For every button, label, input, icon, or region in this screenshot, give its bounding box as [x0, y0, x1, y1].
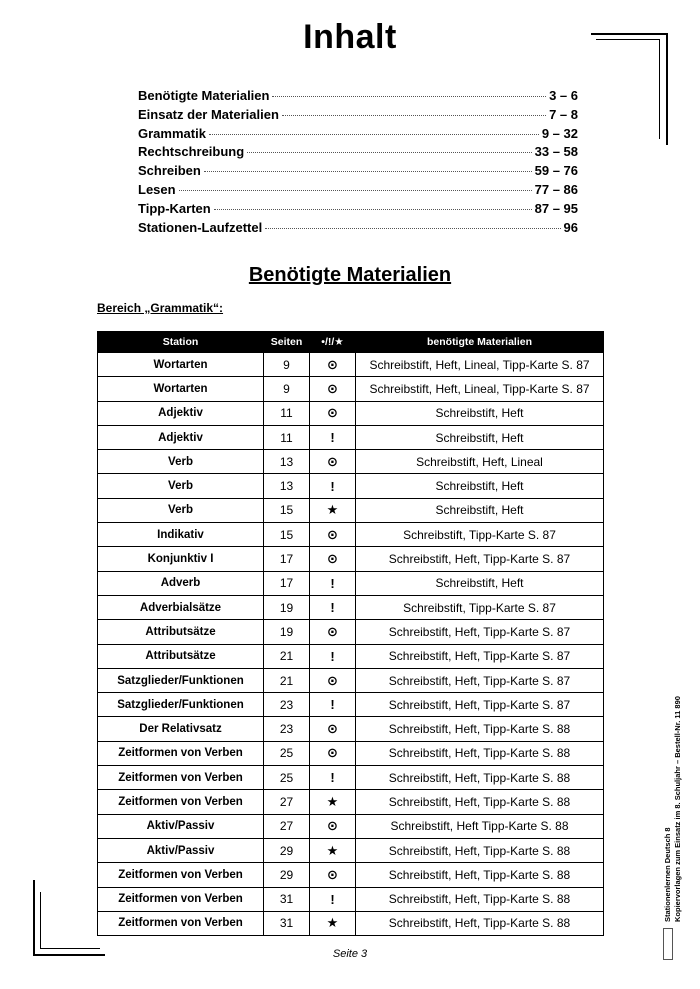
materials-cell: Schreibstift, Heft, Lineal, Tipp-Karte S. 87 — [356, 377, 604, 401]
symbol-cell: ⊙ — [310, 377, 356, 401]
table-body — [98, 353, 604, 936]
pages-cell: 13 — [264, 450, 310, 474]
materials-cell: Schreibstift, Heft Tipp-Karte S. 88 — [356, 814, 604, 838]
page-number: Seite 3 — [332, 948, 368, 960]
symbol-cell: ⊙ — [310, 547, 356, 571]
symbol-cell: ! — [310, 474, 356, 498]
symbol-cell: ★ — [310, 498, 356, 522]
materials-table — [97, 331, 604, 936]
toc-entry — [138, 220, 578, 239]
station-cell: Zeitformen von Verben — [98, 863, 264, 887]
symbol-cell: ! — [310, 571, 356, 595]
station-cell: Adjektiv — [98, 425, 264, 449]
station-cell: Satzglieder/Funktionen — [98, 693, 264, 717]
table-row — [98, 353, 604, 377]
toc-entry-pages: 9 – 32 — [541, 125, 578, 141]
pages-cell: 25 — [264, 741, 310, 765]
symbol-cell: ⊙ — [310, 863, 356, 887]
table-row — [98, 644, 604, 668]
table-row — [98, 887, 604, 911]
toc-entry-pages: 59 – 76 — [534, 163, 578, 179]
table-row — [98, 717, 604, 741]
station-cell: Zeitformen von Verben — [98, 790, 264, 814]
table-row — [98, 401, 604, 425]
column-header-symbol: •/!/★ — [310, 332, 356, 353]
toc-leader-dots — [247, 152, 531, 153]
materials-cell: Schreibstift, Heft, Tipp-Karte S. 88 — [356, 790, 604, 814]
table-row — [98, 766, 604, 790]
symbol-cell: ★ — [310, 790, 356, 814]
toc-leader-dots — [214, 209, 532, 210]
toc-entry-title: Stationen-Laufzettel — [138, 219, 263, 235]
section-title: Benötigte Materialien — [248, 264, 452, 286]
station-cell: Zeitformen von Verben — [98, 887, 264, 911]
table-header-row — [98, 332, 604, 353]
symbol-cell: ⊙ — [310, 668, 356, 692]
pages-cell: 15 — [264, 523, 310, 547]
materials-cell: Schreibstift, Heft, Tipp-Karte S. 87 — [356, 644, 604, 668]
toc-entry-title: Einsatz der Materialien — [138, 106, 279, 122]
toc-entry — [138, 201, 578, 220]
toc-entry-title: Rechtschreibung — [138, 144, 245, 160]
column-header-pages: Seiten — [264, 332, 310, 353]
toc-entry — [138, 163, 578, 182]
pages-cell: 29 — [264, 863, 310, 887]
toc-entry — [138, 126, 578, 145]
toc-entry-title: Tipp-Karten — [138, 200, 211, 216]
station-cell: Zeitformen von Verben — [98, 911, 264, 935]
pages-cell: 31 — [264, 887, 310, 911]
station-cell: Wortarten — [98, 353, 264, 377]
materials-cell: Schreibstift, Heft, Tipp-Karte S. 88 — [356, 741, 604, 765]
table-row — [98, 790, 604, 814]
materials-cell: Schreibstift, Heft, Tipp-Karte S. 88 — [356, 717, 604, 741]
table-row — [98, 498, 604, 522]
symbol-cell: ! — [310, 766, 356, 790]
toc-entry-title: Schreiben — [138, 163, 201, 179]
materials-cell: Schreibstift, Heft, Tipp-Karte S. 87 — [356, 547, 604, 571]
toc-entry-title: Grammatik — [138, 125, 206, 141]
station-cell: Attributsätze — [98, 620, 264, 644]
station-cell: Verb — [98, 498, 264, 522]
station-cell: Der Relativsatz — [98, 717, 264, 741]
materials-cell: Schreibstift, Heft — [356, 498, 604, 522]
station-cell: Adverb — [98, 571, 264, 595]
table-row — [98, 571, 604, 595]
station-cell: Aktiv/Passiv — [98, 814, 264, 838]
station-cell: Wortarten — [98, 377, 264, 401]
table-row — [98, 425, 604, 449]
side-title: Stationenlernen Deutsch 8 — [663, 827, 672, 922]
pages-cell: 25 — [264, 766, 310, 790]
materials-cell: Schreibstift, Heft, Tipp-Karte S. 87 — [356, 668, 604, 692]
toc-entry — [138, 107, 578, 126]
materials-cell: Schreibstift, Heft, Tipp-Karte S. 88 — [356, 838, 604, 862]
symbol-cell: ⊙ — [310, 717, 356, 741]
pages-cell: 27 — [264, 814, 310, 838]
pages-cell: 19 — [264, 595, 310, 619]
toc-entry — [138, 88, 578, 107]
symbol-cell: ⊙ — [310, 523, 356, 547]
toc-entry-pages: 96 — [563, 219, 578, 235]
side-subtitle: Kopiervorlagen zum Einsatz im 8. Schuljahr – Bestell-Nr. 11 890 — [673, 696, 683, 922]
symbol-cell: ⊙ — [310, 450, 356, 474]
table-of-contents — [138, 88, 578, 238]
station-cell: Indikativ — [98, 523, 264, 547]
pages-cell: 13 — [264, 474, 310, 498]
symbol-cell: ⊙ — [310, 814, 356, 838]
toc-leader-dots — [282, 115, 546, 116]
symbol-cell: ⊙ — [310, 741, 356, 765]
area-label: Bereich „Grammatik“: — [97, 301, 224, 315]
table-row — [98, 547, 604, 571]
materials-cell: Schreibstift, Heft — [356, 425, 604, 449]
table-row — [98, 668, 604, 692]
materials-cell: Schreibstift, Heft, Tipp-Karte S. 88 — [356, 766, 604, 790]
station-cell: Satzglieder/Funktionen — [98, 668, 264, 692]
pages-cell: 23 — [264, 717, 310, 741]
symbol-cell: ! — [310, 887, 356, 911]
materials-cell: Schreibstift, Tipp-Karte S. 87 — [356, 595, 604, 619]
materials-cell: Schreibstift, Heft, Lineal, Tipp-Karte S. 87 — [356, 353, 604, 377]
symbol-cell: ⊙ — [310, 620, 356, 644]
pages-cell: 27 — [264, 790, 310, 814]
table-row — [98, 863, 604, 887]
toc-leader-dots — [209, 134, 539, 135]
publisher-logo — [663, 928, 673, 960]
page-title: Inhalt — [303, 18, 397, 56]
table-row — [98, 814, 604, 838]
table-row — [98, 741, 604, 765]
materials-cell: Schreibstift, Heft, Tipp-Karte S. 87 — [356, 620, 604, 644]
column-header-station: Station — [98, 332, 264, 353]
materials-cell: Schreibstift, Heft — [356, 474, 604, 498]
toc-entry-pages: 77 – 86 — [534, 181, 578, 197]
table-row — [98, 838, 604, 862]
toc-leader-dots — [265, 228, 560, 229]
side-publisher-info — [663, 600, 682, 960]
station-cell: Zeitformen von Verben — [98, 766, 264, 790]
toc-entry-pages: 3 – 6 — [549, 88, 578, 103]
table-row — [98, 911, 604, 935]
table-row — [98, 377, 604, 401]
symbol-cell: ⊙ — [310, 401, 356, 425]
toc-entry-pages: 7 – 8 — [549, 106, 578, 122]
toc-entry-title: Lesen — [138, 181, 176, 197]
materials-cell: Schreibstift, Tipp-Karte S. 87 — [356, 523, 604, 547]
column-header-materials: benötigte Materialien — [356, 332, 604, 353]
table-row — [98, 693, 604, 717]
table-row — [98, 620, 604, 644]
toc-leader-dots — [204, 171, 532, 172]
pages-cell: 23 — [264, 693, 310, 717]
table-row — [98, 474, 604, 498]
materials-cell: Schreibstift, Heft, Tipp-Karte S. 88 — [356, 887, 604, 911]
materials-cell: Schreibstift, Heft, Lineal — [356, 450, 604, 474]
pages-cell: 9 — [264, 353, 310, 377]
table-row — [98, 450, 604, 474]
pages-cell: 29 — [264, 838, 310, 862]
materials-cell: Schreibstift, Heft — [356, 571, 604, 595]
pages-cell: 9 — [264, 377, 310, 401]
symbol-cell: ★ — [310, 838, 356, 862]
pages-cell: 21 — [264, 644, 310, 668]
pages-cell: 21 — [264, 668, 310, 692]
toc-entry-pages: 87 – 95 — [534, 200, 578, 216]
table-row — [98, 595, 604, 619]
symbol-cell: ! — [310, 693, 356, 717]
station-cell: Aktiv/Passiv — [98, 838, 264, 862]
station-cell: Konjunktiv I — [98, 547, 264, 571]
symbol-cell: ! — [310, 644, 356, 668]
symbol-cell: ! — [310, 595, 356, 619]
station-cell: Adverbialsätze — [98, 595, 264, 619]
materials-cell: Schreibstift, Heft, Tipp-Karte S. 88 — [356, 863, 604, 887]
toc-entry — [138, 144, 578, 163]
pages-cell: 17 — [264, 571, 310, 595]
station-cell: Verb — [98, 450, 264, 474]
station-cell: Adjektiv — [98, 401, 264, 425]
pages-cell: 19 — [264, 620, 310, 644]
pages-cell: 15 — [264, 498, 310, 522]
pages-cell: 17 — [264, 547, 310, 571]
symbol-cell: ⊙ — [310, 353, 356, 377]
pages-cell: 11 — [264, 401, 310, 425]
materials-cell: Schreibstift, Heft, Tipp-Karte S. 87 — [356, 693, 604, 717]
toc-entry — [138, 182, 578, 201]
materials-cell: Schreibstift, Heft — [356, 401, 604, 425]
toc-leader-dots — [272, 96, 546, 97]
toc-entry-title: Benötigte Materialien — [138, 88, 270, 103]
station-cell: Zeitformen von Verben — [98, 741, 264, 765]
table-row — [98, 523, 604, 547]
station-cell: Verb — [98, 474, 264, 498]
station-cell: Attributsätze — [98, 644, 264, 668]
toc-entry-pages: 33 – 58 — [534, 144, 578, 160]
symbol-cell: ! — [310, 425, 356, 449]
pages-cell: 11 — [264, 425, 310, 449]
materials-cell: Schreibstift, Heft, Tipp-Karte S. 88 — [356, 911, 604, 935]
toc-leader-dots — [179, 190, 532, 191]
symbol-cell: ★ — [310, 911, 356, 935]
pages-cell: 31 — [264, 911, 310, 935]
